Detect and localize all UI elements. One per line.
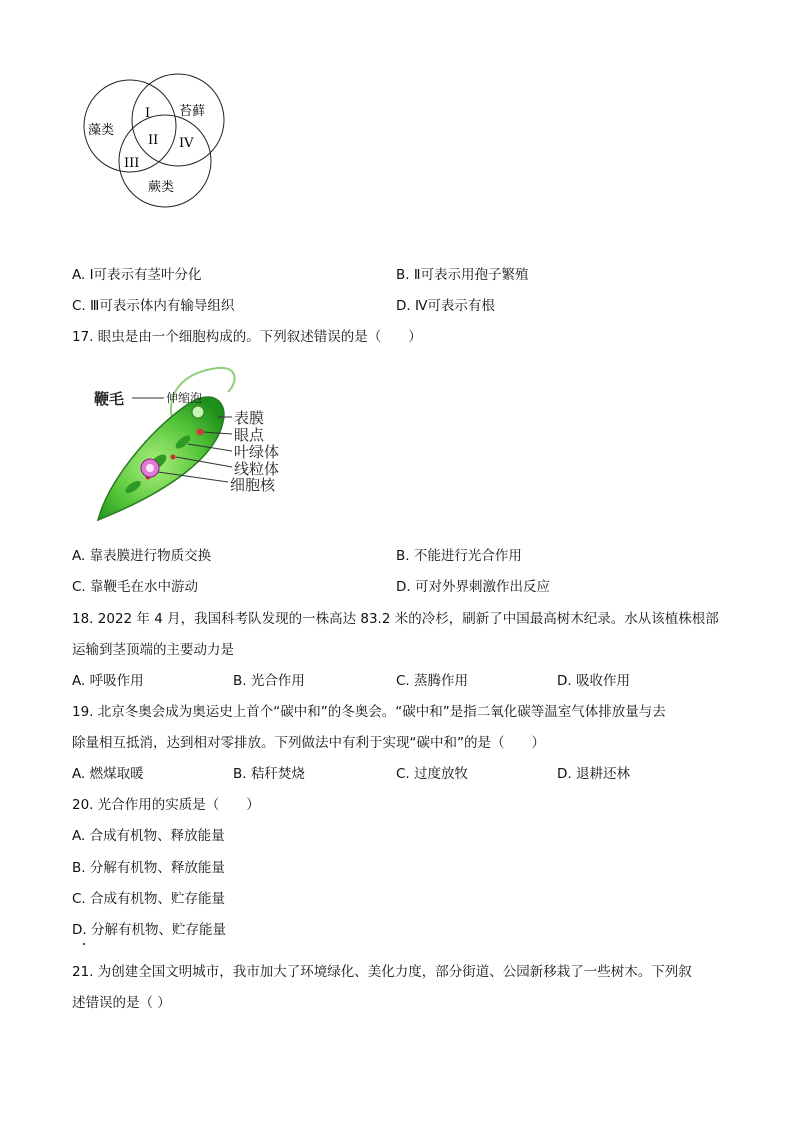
contractile-vacuole-shape [192,406,204,418]
q19-option-d: D. 退耕还林 [557,766,630,782]
q18-stem-line1: 18. 2022 年 4 月，我国科考队发现的一株高达 83.2 米的冷杉，刷新了中国最高树木纪录。水从该植株根部 [72,611,719,627]
q19-option-b: B. 秸秆焚烧 [233,766,305,782]
stray-dot [83,943,85,945]
q16-option-b: B. Ⅱ可表示用孢子繁殖 [396,267,529,283]
venn-label-algae: 藻类 [88,123,115,138]
q18-option-a: A. 呼吸作用 [72,673,144,689]
venn-region-3: III [124,156,140,171]
label-mitochondria: 线粒体 [234,460,280,478]
q18-option-b: B. 光合作用 [233,673,305,689]
q17-option-b: B. 不能进行光合作用 [396,548,522,564]
q16-option-d: D. Ⅳ可表示有根 [396,298,495,314]
q17-option-a: A. 靠表膜进行物质交换 [72,548,212,564]
label-chloroplast: 叶绿体 [234,443,280,461]
q20-option-a: A. 合成有机物、释放能量 [72,828,225,844]
q19-stem-line1: 19. 北京冬奥会成为奥运史上首个“碳中和”的冬奥会。“碳中和”是指二氧化碳等温室气体排放量与去 [72,704,666,720]
q20-option-b: B. 分解有机物、释放能量 [72,860,225,876]
q17-stem: 17. 眼虫是由一个细胞构成的。下列叙述错误的是（ ） [72,329,422,345]
label-flagellum: 鞭毛 [94,390,125,408]
q20-option-d: D. 分解有机物、贮存能量 [72,922,226,938]
venn-region-4: IV [179,136,194,151]
q18-stem-line2: 运输到茎顶端的主要动力是 [72,642,234,658]
venn-region-1: I [145,106,151,121]
q18-option-d: D. 吸收作用 [557,673,630,689]
label-membrane: 表膜 [234,409,265,427]
label-vacuole: 伸缩泡 [166,391,203,405]
nucleolus-shape [146,464,154,472]
q18-option-c: C. 蒸腾作用 [396,673,469,689]
venn-label-fern: 蕨类 [148,180,175,195]
q21-stem-line2: 述错误的是（ ） [72,995,171,1011]
q20-stem: 20. 光合作用的实质是（ ） [72,797,260,813]
q19-option-c: C. 过度放牧 [396,766,469,782]
mitochondria-dot [171,455,176,460]
q19-option-a: A. 燃煤取暖 [72,766,144,782]
label-eyespot: 眼点 [234,426,265,444]
q17-option-c: C. 靠鞭毛在水中游动 [72,579,199,595]
euglena-figure [88,362,298,527]
venn-diagram [78,70,238,215]
q17-option-d: D. 可对外界刺激作出反应 [396,579,550,595]
q16-option-a: A. Ⅰ可表示有茎叶分化 [72,267,202,283]
q16-option-c: C. Ⅲ可表示体内有输导组织 [72,298,235,314]
q21-stem-line1: 21. 为创建全国文明城市，我市加大了环境绿化、美化力度，部分街道、公园新移栽了一些树木。下列叙 [72,964,692,980]
venn-label-moss: 苔藓 [179,104,206,119]
q19-stem-line2: 除量相互抵消，达到相对零排放。下列做法中有利于实现“碳中和”的是（ ） [72,735,545,751]
label-nucleus: 细胞核 [230,476,276,494]
venn-region-2: II [148,133,159,148]
eyespot-shape [197,429,204,436]
q20-option-c: C. 合成有机物、贮存能量 [72,891,226,907]
